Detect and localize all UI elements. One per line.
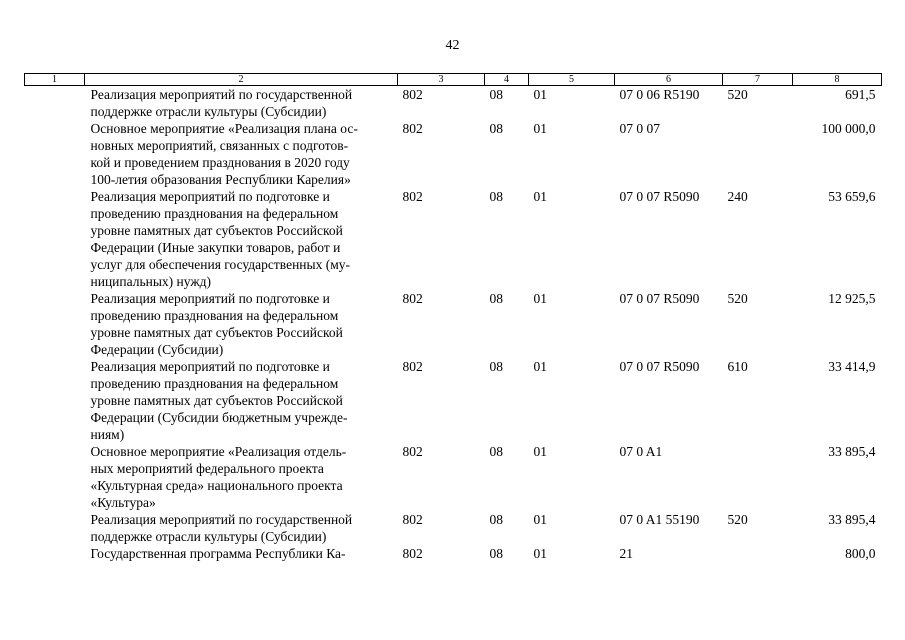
row-ministry-code: 802 (402, 546, 423, 561)
row-expense-type (723, 120, 793, 188)
row-amount: 12 925,5 (828, 291, 876, 306)
row-target-article: 07 0 07 R5090 (619, 189, 700, 204)
row-expense-type (723, 443, 793, 511)
row-section-code: 08 (489, 444, 503, 459)
row-item-name: Основное мероприятие «Реализация плана ос- новных мероприятий, связанных с подготов- кой и проведением празднования в 2020 году 100-летия образования Республики Карелия» (90, 121, 358, 187)
row-subsection-code: 01 (533, 359, 547, 374)
row-expense-type: 520 (727, 87, 748, 102)
row-expense-type: 240 (727, 189, 748, 204)
row-item-name: Реализация мероприятий по подготовке и проведению празднования на федеральном уровне памятных дат субъектов Российской Федерации (Субсидии) (90, 291, 343, 357)
row-target-article: 07 0 A1 55190 (619, 512, 700, 527)
row-section-code: 08 (489, 121, 503, 136)
column-header-4: 4 (485, 74, 529, 86)
row-item-name: Реализация мероприятий по подготовке и проведению празднования на федеральном уровне памятных дат субъектов Российской Федерации (Субсидии бюджетным учрежде- ниям) (90, 359, 348, 442)
row-ministry-code: 802 (402, 189, 423, 204)
row-ministry-code: 802 (402, 444, 423, 459)
row-section-code: 08 (489, 359, 503, 374)
row-section-code: 08 (489, 291, 503, 306)
table-row (25, 120, 882, 188)
row-target-article: 07 0 07 R5090 (619, 291, 700, 306)
table-row (25, 545, 882, 562)
row-empty-cell (25, 511, 85, 545)
column-header-7: 7 (723, 74, 793, 86)
table-row (25, 358, 882, 443)
row-amount: 33 895,4 (828, 512, 876, 527)
row-ministry-code: 802 (402, 359, 423, 374)
row-empty-cell (25, 545, 85, 562)
table-row (25, 511, 882, 545)
row-empty-cell (25, 188, 85, 290)
row-empty-cell (25, 290, 85, 358)
table-row (25, 188, 882, 290)
row-empty-cell (25, 358, 85, 443)
column-header-3: 3 (398, 74, 485, 86)
row-empty-cell (25, 120, 85, 188)
row-section-code: 08 (489, 546, 503, 561)
table-row (25, 290, 882, 358)
row-section-code: 08 (489, 512, 503, 527)
row-subsection-code: 01 (533, 121, 547, 136)
row-expense-type: 610 (727, 359, 748, 374)
row-expense-type (723, 545, 793, 562)
row-target-article: 21 (619, 546, 633, 561)
column-header-2: 2 (85, 74, 398, 86)
table-row (25, 86, 882, 121)
row-empty-cell (25, 443, 85, 511)
row-item-name: Реализация мероприятий по государственной поддержке отрасли культуры (Субсидии) (90, 512, 353, 544)
row-subsection-code: 01 (533, 512, 547, 527)
row-target-article: 07 0 A1 (619, 444, 663, 459)
row-subsection-code: 01 (533, 87, 547, 102)
row-amount: 33 895,4 (828, 444, 876, 459)
row-subsection-code: 01 (533, 189, 547, 204)
row-item-name: Реализация мероприятий по подготовке и проведению празднования на федеральном уровне памятных дат субъектов Российской Федерации (Иные закупки товаров, работ и услуг для обеспечения государственных (му- ниципальных) нужд) (90, 189, 351, 289)
column-header-6: 6 (615, 74, 723, 86)
column-header-8: 8 (793, 74, 882, 86)
row-amount: 800,0 (845, 546, 876, 561)
row-expense-type: 520 (727, 512, 748, 527)
column-header-1: 1 (25, 74, 85, 86)
row-ministry-code: 802 (402, 512, 423, 527)
row-target-article: 07 0 07 R5090 (619, 359, 700, 374)
row-subsection-code: 01 (533, 444, 547, 459)
page-number: 42 (445, 38, 460, 53)
budget-table (24, 73, 882, 562)
row-amount: 100 000,0 (821, 121, 876, 136)
row-item-name: Государственная программа Республики Ка- (90, 546, 346, 561)
column-number-header-row (25, 74, 882, 86)
row-item-name: Основное мероприятие «Реализация отдель- ных мероприятий федерального проекта «Культурная среда» национального проекта «Культура» (90, 444, 347, 510)
row-amount: 691,5 (845, 87, 876, 102)
row-ministry-code: 802 (402, 87, 423, 102)
table-row (25, 443, 882, 511)
row-expense-type: 520 (727, 291, 748, 306)
row-amount: 53 659,6 (828, 189, 876, 204)
row-empty-cell (25, 86, 85, 121)
row-ministry-code: 802 (402, 121, 423, 136)
row-target-article: 07 0 07 (619, 121, 660, 136)
row-ministry-code: 802 (402, 291, 423, 306)
row-item-name: Реализация мероприятий по государственной поддержке отрасли культуры (Субсидии) (90, 87, 353, 119)
row-subsection-code: 01 (533, 546, 547, 561)
row-target-article: 07 0 06 R5190 (619, 87, 700, 102)
row-section-code: 08 (489, 87, 503, 102)
row-subsection-code: 01 (533, 291, 547, 306)
column-header-5: 5 (529, 74, 615, 86)
row-section-code: 08 (489, 189, 503, 204)
row-amount: 33 414,9 (828, 359, 876, 374)
